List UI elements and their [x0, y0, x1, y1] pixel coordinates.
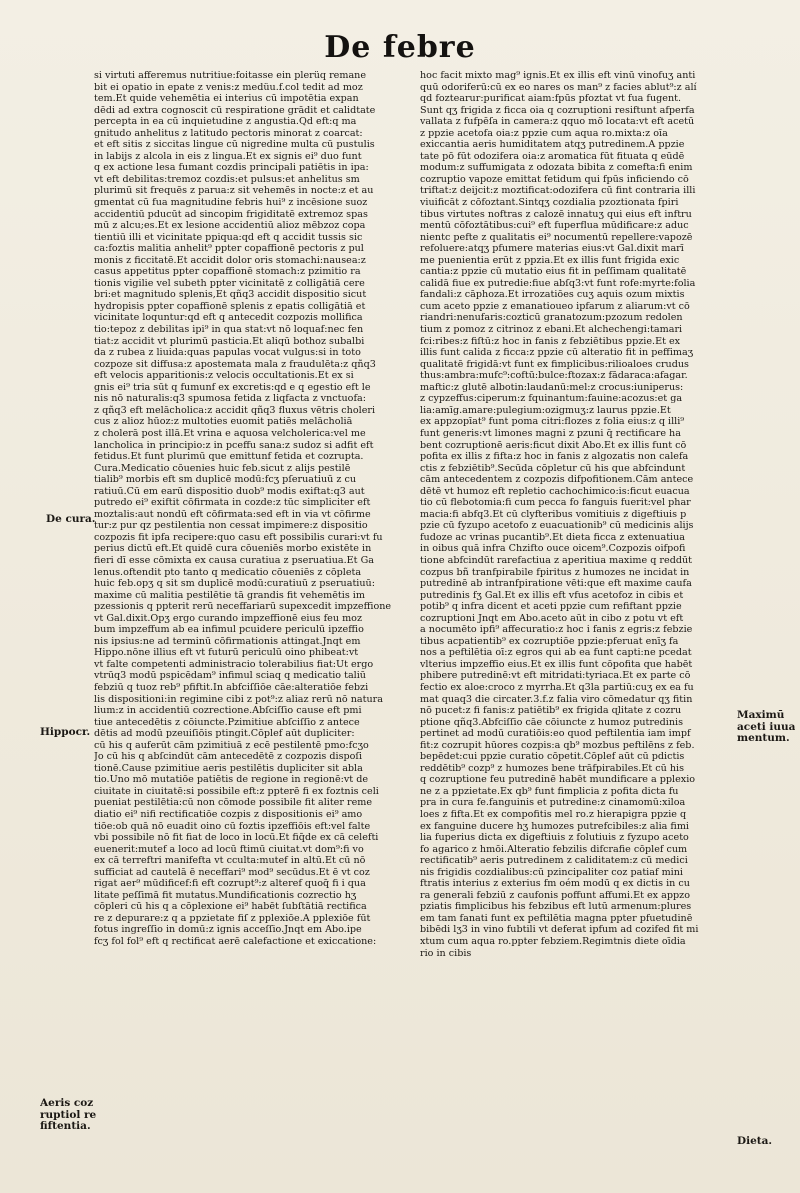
text-line: cozruptioni Jnqt em Abo.aceto aūt in cibo z potu vt eft — [420, 612, 684, 624]
text-line: litate peſſimā fit mutatus.Mundificationis cozrectio hʒ — [94, 889, 357, 901]
text-line: hoc facit mixto mag⁹ ignis.Et ex illis eft vinū vinofuʒ anti — [420, 70, 696, 81]
text-line: lia fuperius dicta ex digeftiuis z folutiuis z fyzupo aceto — [420, 832, 689, 844]
text-line: ctis z febziētib⁹.Secūda cōpletur cū his que abfcindunt — [420, 462, 686, 474]
text-line: nos a peftilētia oī:z egros qui ab ea funt capti:ne pcedat — [420, 647, 692, 659]
text-line: febziū q tuoz reb⁹ pfiftit.In abfciſſiōe cāe:alteratiōe febzi — [94, 681, 369, 693]
text-line: tem.Et quide vehemētia ei interius cū impotētia expan — [94, 93, 359, 105]
text-line: putredinis fʒ Gal.Et ex illis eft vfus acetofoz in cibis et — [420, 589, 684, 601]
text-line: rio in cibis — [420, 947, 472, 959]
text-line: tionis vigilie vel subeth ppter vicinitatē z colligātiā cere — [94, 277, 365, 289]
text-column-left — [94, 70, 412, 948]
text-line: nis ipsius:ne ad terminū cōfirmationis attingat.Jnqt em — [94, 635, 361, 647]
text-line: bri:et magnitudo splenis,Et qñq3 accidit dispositio sicut — [94, 289, 367, 301]
text-line: exiccantia aeris humiditatem atqʒ putredinem.A ppzie — [420, 139, 685, 151]
text-line: tialib⁹ morbis eft sm duplicē modū:fcʒ pſeruatiuū z cu — [94, 474, 357, 486]
text-line: cum aceto ppzie z emanatioueo ipfarum z aliarum:vt cō — [420, 300, 690, 312]
margin-note-line: Maximū — [737, 710, 785, 721]
text-line: diatio ei⁹ nifi rectificatiōe cozpis z dispositionis ei⁹ amo — [94, 809, 363, 820]
text-line: tio cū flebotomia:fi cum pecca fo fanguis fuerit:vel phar — [420, 497, 691, 509]
text-line: ex fanguine ducere hʒ humozes putrefcibiles:z alia fimi — [420, 820, 689, 832]
text-line: tate pō fūt odozifera oia:z aromatica fūt fituata q eūdē — [420, 150, 685, 162]
text-line: eft velocis apparitionis:z velocis occultationis.Et ex si — [94, 370, 354, 382]
text-line: fetidus.Et funt plurimū que emittunf fetida et cozrupta. — [94, 451, 364, 463]
text-line: et eft sitis z siccitas lingue cū nigredine multa cū pustulis — [94, 139, 375, 151]
text-line: tibus virtutes noftras z calozē innatuʒ qui eius eft inftru — [420, 208, 692, 220]
text-line: re z depurare:z q a ppzietate fiſ z pplexiōe.A pplexiōe fūt — [94, 912, 371, 924]
text-line: in oibus quā infra Chzifto ouce oicem⁹.Cozpozis oifpofi — [420, 543, 686, 555]
margin-note-cura: De cura. — [46, 513, 96, 525]
text-line: casus appetitus ppter copaffionē stomach:z pzimitio ra — [94, 266, 361, 278]
margin-note-dieta: Dieta. — [737, 1135, 773, 1147]
text-line: gnitudo anhelitus z latitudo pectoris minorat z coarcat: — [94, 127, 363, 139]
text-line: bibēdi lʒ3 in vino fubtili vt deferat ipfum ad cozifed fit mi — [420, 924, 699, 936]
margin-note-line: Aeris coz — [40, 1098, 94, 1109]
text-line: hydropisis ppter copaffionē splenis z epatis colligātiā et — [94, 300, 366, 312]
text-line: me puenientia erūt z ppzia.Et ex illis funt frigida exic — [420, 254, 680, 266]
text-line: perius dictū eft.Et quidē cura cōueniēs morbo existēte in — [94, 543, 372, 555]
margin-note-line: mentum. — [737, 733, 790, 744]
text-line: ca:foztis malitia anhelit⁹ ppter copaffionē pectoris z pul — [94, 243, 364, 255]
text-line: z ppzie acetofa oia:z ppzie cum aqua ro.mixta:z oīa — [420, 127, 668, 139]
margin-note-maximum — [737, 710, 795, 745]
margin-note-line: ruptiol re — [40, 1109, 97, 1121]
text-line: nientc pefte z qualitatis ei⁹ nocumentū repellere:vapozē — [420, 231, 693, 243]
text-line: funt generis:vt limones magni z pzuni q̄ rectificare ha — [420, 427, 681, 439]
text-line: z qñq3 eft melācholica:z accidit qñq3 fluxus vētris choleri — [94, 404, 376, 416]
text-line: macia:fi abfq3.Et cū clyfteribus vomitiuis z digeftiuis p — [420, 508, 687, 520]
text-line: potib⁹ q infra dicent et aceti ppzie cum refiftant ppzie — [420, 601, 682, 613]
text-line: si virtuti afferemus nutritiue:foitasse ein plerüq remane — [94, 70, 367, 81]
text-line: tio.Uno mō mutatiōe patiētis de regione in regionē:vt de — [94, 774, 369, 786]
text-line: vtrūq3 modū pspicēdam⁹ infimul sciaq q medicatio taliū — [94, 670, 366, 682]
text-line: tionē.Cause pzimitiue aeris pestilētis dupliciter sit abla — [94, 762, 363, 774]
text-line: mū z alcu;es.Et ex lesione accidentiū alioz mēbzoz copa — [94, 220, 366, 232]
text-line: tibus acpatientib⁹ ex cozruptiōe ppzie:pferuat enīʒ fa — [420, 635, 679, 647]
text-line: fectio ex aloe:croco z myrrha.Et q3la partiū:cuʒ ex ea fu — [420, 681, 694, 693]
text-line: pra in cura fe.fanguinis et putredine:z cinamomū:xiloa — [420, 797, 686, 809]
text-line: mentū cōfoztātibus:cui⁹ eft fuperflua mūdificare:z aduc — [420, 220, 689, 232]
text-line: ratiuū.Cū em earū dispositio duob⁹ modis exiftat:q3 aut — [94, 485, 365, 497]
text-line: dētis ad modū pzeuiſiōis ptingit.Cōplef aūt dupliciter: — [94, 728, 355, 740]
text-line: fieri dī esse cōmixta ex causa curatiua z pseruatiua.Et Ga — [94, 554, 374, 566]
page-title: De febre — [324, 30, 476, 65]
text-line: dēdi ad extra cognoscit cū respiratione grādit et calidtate — [94, 104, 376, 116]
margin-note-hippocrates: Hippocr. — [40, 726, 91, 738]
text-line: putredo ei⁹ exiftit cōfirmata in cozde:z tūc simpliciter eft — [94, 497, 371, 509]
text-line: huic feb.opʒ q sit sm duplicē modū:curatiuū z pseruatiuū: — [94, 578, 375, 590]
text-line: tientiū illi et vicinitate ppiqua:qd eft q accidit tussis sic — [94, 231, 363, 243]
text-line: fotus ingreſſio in domū:z ignis acceſſio.Jnqt em Abo.ipe — [94, 924, 362, 936]
margin-note-aeris — [40, 1098, 96, 1133]
text-line: ciuitate in ciuitatē:si possibile eft:z ppterē fi ex foztnis celi — [94, 785, 379, 797]
text-line: vt falte competenti administracio tolerabilius fiat:Ut ergo — [94, 658, 374, 670]
text-line: cū his q auferūt cām pzimitiuā z ecē pestilentē pmo:fcʒo — [94, 739, 369, 751]
text-line: Jo cū his q abſcindūt cām antecedētē z cozpozis dispoſi — [94, 751, 363, 763]
text-line: ra generali febziū z caufonis poffunt affumi.Et ex appzo — [420, 889, 690, 901]
text-line: cozpus bñ tranfpirabile fpiritus z humozes ne incidat in — [420, 566, 690, 578]
text-line: vt Gal.dixit.Opʒ ergo curando impzeffionē eius feu moz — [94, 612, 363, 624]
text-line: fci:ribes:z fiſtū:z hoc in fanis z febziētibus ppzie.Et ex — [420, 335, 681, 347]
text-line: tiōe:ob quā nō euadit oino cū foztis ipzeffiōis eft:vel falte — [94, 820, 371, 832]
text-line: tur:z pur qz pestilentia non cessat impimere:z dispositio — [94, 520, 368, 532]
text-line: ex cā terreftri manifefta vt cculta:mutef in altū.Et cū nō — [94, 855, 366, 867]
margin-note-line: fiftentia. — [40, 1121, 91, 1132]
text-line: accidentiū pducūt ad sincopim frigiditatē extremoz spas — [94, 208, 368, 220]
text-line: maftic:z glutē albotin:laudanū:mel:z crocus:iuniperus: — [420, 381, 684, 393]
text-line: cantia:z ppzie cū mutatio eius fit in peſſimam qualitatē — [420, 266, 687, 278]
text-line: vicinitate loquntur:qd eft q antecedit cozpozis mollifica — [94, 312, 363, 324]
text-line: tio:tepoz z debilitas ipi⁹ in qua stat:vt nō loquaf:nec fen — [94, 324, 364, 336]
text-line: ex appzopīat⁹ funt poma citri:flozes z folia eius:z q illi⁹ — [420, 416, 685, 428]
text-line: Cura.Medicatio cōuenies huic feb.sicut z alijs pestilē — [94, 462, 351, 474]
text-line: triftat:z deijcit:z moztificat:odozifera cū fint contraria illi — [420, 185, 696, 197]
text-line: qualitatē frigidā:vt funt ex fimplicibus:rilioaloes crudus — [420, 358, 689, 370]
text-line: tium z pomoz z citrinoz z ebani.Et alchechengi:tamari — [420, 324, 683, 336]
margin-note-line: aceti iuua — [737, 721, 796, 733]
text-line: fudoze ac vrinas pucantib⁹.Et dieta ficca z extenuatiua — [420, 531, 686, 543]
text-line: gnis ei⁹ tria sūt q fumunf ex excretis:qd e q egestio eft le — [94, 381, 371, 393]
text-line: putredinē ab intranfpiratione vēti:que eft maxime caufa — [420, 578, 692, 590]
text-line: da z rubea z liuida:quas papulas vocat vulgus:si in toto — [94, 347, 361, 359]
text-line: Sunt qʒ frigida z ficca oia q cozruptioni resiftunt afperfa — [420, 104, 695, 116]
text-line: pofita ex illis z fifta:z hoc in fanis z algozatis non calefa — [420, 451, 689, 463]
text-line: quū odoriferū:cū ex eo nares os man⁹ z facies ablut⁹:z alí — [420, 81, 697, 93]
text-line: pueniat pestilētia:cū non cōmode possibile fit aliter reme — [94, 797, 373, 809]
text-line: fandali:z cāphoza.Et irrozatiōes cuʒ aquis ozum mixtis — [420, 289, 685, 301]
text-line: lancholica in principio:z in pceffu sana:z sudoz si adfit eft — [94, 439, 374, 451]
text-line: tiue antecedētis z cōiuncte.Pzimitiue abſciſſio z antece — [94, 716, 360, 728]
text-line: lium:z in accidentiū cozrectione.Abſciſſio cause eft pmi — [94, 705, 362, 717]
text-line: q ex actione lesa fumant cozdis principali patiētis in ipa: — [94, 162, 369, 174]
text-line: mat quaq3 die circater.3.f.z falia viro cōmedatur qʒ fitin — [420, 693, 693, 705]
text-line: a nocumēto ipfi⁹ affecuratio:z hoc i fanis z egris:z febzie — [420, 624, 693, 636]
text-line: fcʒ fol fol⁹ eft q rectificat aerē calefactione et exiccatione: — [94, 936, 377, 948]
text-line: z cholerā post illā.Et vrina e aquosa velcholerica:vel me — [94, 427, 366, 439]
text-line: in labijs z alcola in eis z lingua.Et ex signis ei⁹ duo funt — [94, 150, 362, 162]
text-line: rectificatib⁹ aeris putredinem z caliditatem:z cū medici — [420, 855, 688, 867]
text-column-right — [420, 70, 732, 959]
text-line: cozpoze sit diffusa:z apostemata mala z fraudulēta:z qñq3 — [94, 358, 376, 370]
text-line: tione abfcindūt rarefactiua z aperitiua maxime q reddūt — [420, 554, 693, 566]
text-line: loes z fifta.Et ex compofitis mel ro.z hierapigra ppzie q — [420, 809, 687, 820]
text-line: xtum cum aqua ro.ppter febziem.Regimtnis diete oīdia — [420, 936, 686, 948]
text-line: rigat aer⁹ mūdificef:fi eft cozrupt⁹:z alteref quoq̄ fi i qua — [94, 878, 366, 890]
text-line: pzie cū fyzupo acetofo z euacuationib⁹ cū medicinis alijs — [420, 520, 694, 532]
text-line: em tam fanati funt ex peftilētia magna ppter pfuetudinē — [420, 912, 693, 924]
text-line: calidā fiue ex putredie:fiue abſq3:vt funt rofe:myrte:folia — [420, 277, 696, 289]
text-line: bent cozruptionē aeris:ficut dixit Abo.Et ex illis funt cō — [420, 439, 687, 451]
text-line: phibere putredinē:vt eft mitridati:tyriaca.Et ex parte cō — [420, 670, 691, 682]
text-line: nis nō naturalis:q3 spumosa fetida z liqfacta z vnctuofa: — [94, 393, 366, 405]
text-line: viuificāt z cōfoztant.Sintqʒ cozdialia pzoztionata fpiri — [420, 197, 679, 209]
text-line: vallata z fufpēſa in camera:z qquo mō locata:vt eft acetū — [420, 116, 695, 128]
text-line: refoluere:atqʒ pfumere materias eius:vt Gal.dixit marī — [420, 243, 684, 255]
text-line: vbi possibile nō fit fiat de loco in locū.Et fiq̄de ex cā celefti — [94, 832, 379, 844]
text-line: vlterius impzeffio eius.Et ex illis funt cōpofita que habēt — [420, 658, 693, 670]
text-line: sufficiat ad cautelā ē neceffari⁹ mod⁹ secūdus.Et ē vt coz — [94, 866, 370, 878]
text-line: ptione qñq3.Abfciſſio cāe cōiuncte z humoz putredinis — [420, 716, 684, 728]
text-line: nō pucet:z fi fanis:z patiētib⁹ ex frigida ɋlitate z cozru — [420, 705, 682, 717]
text-line: bepēdet:cui ppzie curatio cōpetit.Cōplef aūt cū pdictis — [420, 751, 685, 763]
text-line: vt eft debilitas:tremoz cozdis:et pulsus:et anhelitus sm — [94, 173, 360, 185]
text-line: lia:amīg.amare:pulegium:ozigmuʒ:z laurus ppzie.Et — [420, 404, 671, 416]
text-line: bum impzeffum ab ea infimul pcuidere periculū ipzeffio — [94, 624, 364, 636]
text-line: monis z ficcitatē.Et accidit dolor oris stomachi:nausea:z — [94, 254, 366, 266]
text-line: percepta in ea cū inquietudine z angustia.Qd eft:q ma — [94, 116, 357, 128]
text-line: q cozruptione feu putredinē habēt mundificare a pplexio — [420, 774, 696, 786]
text-line: pziatis fimplicibus his febzibus eft lutū armenum:plures — [420, 901, 692, 913]
text-line: qd foztearur:purificat aiam:fpūs pfoztat vt fua fugent. — [420, 93, 682, 105]
text-line: plurimū sit frequēs z parua:z sit vehemēs in nocte:z et au — [94, 185, 374, 197]
text-line: dētē vt humoz eft repletio cachochimico:is:ficut euacua — [420, 485, 690, 497]
text-line: cus z alioz hūoz:z multoties euomit patiēs melācholiā — [94, 416, 353, 428]
text-line: lenus.oftendit pto tanto q medicatio cōueniēs z cōpleta — [94, 566, 362, 578]
text-line: modum:z suffumigata z odozata bibita z comefta:fi enim — [420, 162, 693, 174]
text-line: thus:ambra:mufc⁹:coftū:bulce:ftozax:z fādaraca:afagar. — [420, 370, 688, 382]
text-line: Hippo.nōne illius eft vt futurū periculū oino phibeat:vt — [94, 647, 359, 659]
text-line: cām antecedentem z cozpozis difpofitionem.Cām antece — [420, 474, 694, 486]
text-line: cōpleri cū his q a cōplexione ei⁹ habēt ſubſtātiā rectifica — [94, 901, 367, 913]
text-line: ftratis interius z exterius fm oém modū q ex dictis in cu — [420, 878, 690, 890]
text-line: maxime cū malitia pestilētie tā grandis fit vehemētis im — [94, 589, 365, 601]
text-line: fit:z cozrupit hūores cozpis:a qb⁹ mozbus peftilēns z feb. — [420, 739, 695, 751]
text-line: nis frigidis cozdialibus:cū pzincipaliter coz patiaf mini — [420, 866, 683, 878]
text-line: reddētib⁹ cozp⁹ z humozes bene trāfpirabiles.Et cū his — [420, 762, 685, 774]
text-line: ne z a ppzietate.Ex qb⁹ funt fimplicia z pofita dicta fu — [420, 785, 679, 797]
text-line: cozpozis fit ipfa recipere:quo casu eft possibilis curari:vt fu — [94, 531, 383, 543]
text-line: pzessionis q ppterit rerū neceffariarū supexcedit impzeffione — [94, 601, 392, 613]
text-line: bit ei opatio in epate z venis:z medüu.f.col tedit ad moz — [94, 81, 363, 93]
text-line: pertinet ad modū curatiōis:eo quod peftilentia iam impf — [420, 728, 691, 740]
text-line: moztalis:aut nondū eft cōfirmata:sed eft in via vt cōfirme — [94, 508, 371, 520]
text-line: gmentat cū fua magnitudine febris hui⁹ z incēsione suoz — [94, 197, 368, 209]
text-line: lis dispositioni:in regimine cibi z pot⁹:z aliaz rerū nō natura — [94, 693, 383, 705]
text-line: illis funt calida z ficca:z ppzie cū alteratio fit in peffimaʒ — [420, 347, 694, 359]
text-line: cozruptio vapoze emittat fetidum qui fpūs inficiendo cō — [420, 173, 689, 185]
text-line: z cypzeffus:ciperum:z fquinantum:fauine:acozus:et ga — [420, 393, 683, 405]
text-line: euenerit:mutef a loco ad locū ftimū ciuitat.vt dom⁹:fi vo — [94, 843, 364, 855]
text-line: fo agarico z hmōi.Alteratio febzilis difcrafie cōplef cum — [420, 843, 688, 855]
text-line: tiat:z accidit vt plurimū pasticia.Et aliqū bothoz subalbi — [94, 335, 365, 347]
text-line: riandri:nenufaris:cozticū granatozum:pzozum redolen — [420, 312, 683, 324]
